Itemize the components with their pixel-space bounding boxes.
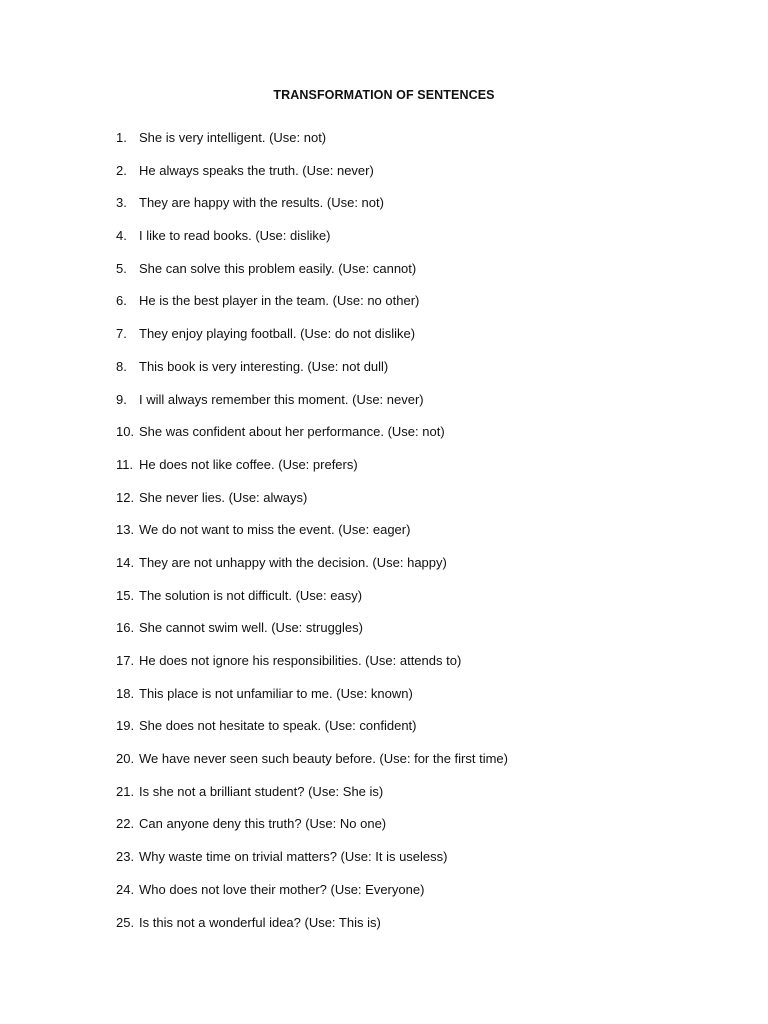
item-number: 23. — [116, 849, 135, 865]
list-item — [0, 489, 768, 522]
list-item — [0, 881, 768, 914]
list-item — [0, 914, 768, 947]
item-text: Is this not a wonderful idea? (Use: This is) — [139, 914, 381, 930]
item-text: Why waste time on trivial matters? (Use: It is useless) — [139, 849, 448, 865]
list-item — [0, 194, 768, 227]
item-number: 14. — [116, 554, 135, 570]
item-number: 18. — [116, 685, 135, 701]
list-item — [0, 391, 768, 424]
item-text: They are not unhappy with the decision. (Use: happy) — [139, 554, 447, 570]
item-text: I will always remember this moment. (Use: never) — [139, 391, 424, 407]
item-text: This book is very interesting. (Use: not dull) — [139, 358, 389, 374]
item-text: She was confident about her performance. (Use: not) — [139, 424, 445, 440]
item-number: 4. — [116, 228, 127, 244]
list-item — [0, 292, 768, 325]
list-item — [0, 685, 768, 718]
item-text: We do not want to miss the event. (Use: eager) — [139, 522, 411, 538]
item-number: 6. — [116, 293, 127, 309]
item-number: 22. — [116, 816, 135, 832]
list-item — [0, 456, 768, 489]
item-text: They are happy with the results. (Use: not) — [139, 195, 384, 211]
list-item — [0, 848, 768, 881]
item-text: The solution is not difficult. (Use: easy) — [139, 587, 363, 603]
item-number: 2. — [116, 162, 127, 178]
list-item — [0, 619, 768, 652]
item-number: 20. — [116, 751, 135, 767]
item-number: 21. — [116, 783, 135, 799]
list-item — [0, 423, 768, 456]
item-text: He does not like coffee. (Use: prefers) — [139, 456, 358, 472]
item-number: 16. — [116, 620, 135, 636]
item-number: 24. — [116, 881, 135, 897]
item-text: I like to read books. (Use: dislike) — [139, 228, 331, 244]
item-text: She can solve this problem easily. (Use: cannot) — [139, 260, 417, 276]
item-text: We have never seen such beauty before. (Use: for the first time) — [139, 751, 508, 767]
item-text: She never lies. (Use: always) — [139, 489, 308, 505]
item-number: 3. — [116, 195, 127, 211]
item-text: He is the best player in the team. (Use: no other) — [139, 293, 420, 309]
item-number: 11. — [116, 456, 134, 472]
item-number: 7. — [116, 326, 127, 342]
item-number: 12. — [116, 489, 135, 505]
page-title: TRANSFORMATION OF SENTENCES — [273, 88, 495, 102]
list-item — [0, 260, 768, 293]
list-item — [0, 521, 768, 554]
list-item — [0, 783, 768, 816]
item-text: He always speaks the truth. (Use: never) — [139, 162, 374, 178]
item-text: Can anyone deny this truth? (Use: No one) — [139, 816, 387, 832]
list-item — [0, 587, 768, 620]
item-text: This place is not unfamiliar to me. (Use: known) — [139, 685, 413, 701]
item-number: 19. — [116, 718, 135, 734]
list-item — [0, 815, 768, 848]
list-item — [0, 129, 768, 162]
item-text: She does not hesitate to speak. (Use: confident) — [139, 718, 417, 734]
item-number: 15. — [116, 587, 135, 603]
sentence-list — [0, 129, 768, 946]
list-item — [0, 227, 768, 260]
item-number: 1. — [116, 130, 127, 145]
item-number: 10. — [116, 424, 135, 440]
item-text: They enjoy playing football. (Use: do not dislike) — [139, 326, 416, 342]
item-text: Is she not a brilliant student? (Use: She is) — [139, 783, 384, 799]
item-number: 17. — [116, 653, 135, 668]
item-text: She cannot swim well. (Use: struggles) — [139, 620, 363, 636]
item-number: 5. — [116, 260, 127, 276]
item-number: 13. — [116, 522, 135, 538]
item-text: He does not ignore his responsibilities. (Use: attends to) — [139, 653, 462, 668]
list-item — [0, 325, 768, 358]
item-number: 9. — [116, 391, 127, 407]
item-text: Who does not love their mother? (Use: Everyone) — [139, 881, 425, 897]
item-text: She is very intelligent. (Use: not) — [139, 130, 327, 145]
item-number: 8. — [116, 358, 127, 374]
list-item — [0, 652, 768, 685]
list-item — [0, 162, 768, 195]
list-item — [0, 554, 768, 587]
list-item — [0, 750, 768, 783]
item-number: 25. — [116, 914, 135, 930]
list-item — [0, 358, 768, 391]
list-item — [0, 717, 768, 750]
